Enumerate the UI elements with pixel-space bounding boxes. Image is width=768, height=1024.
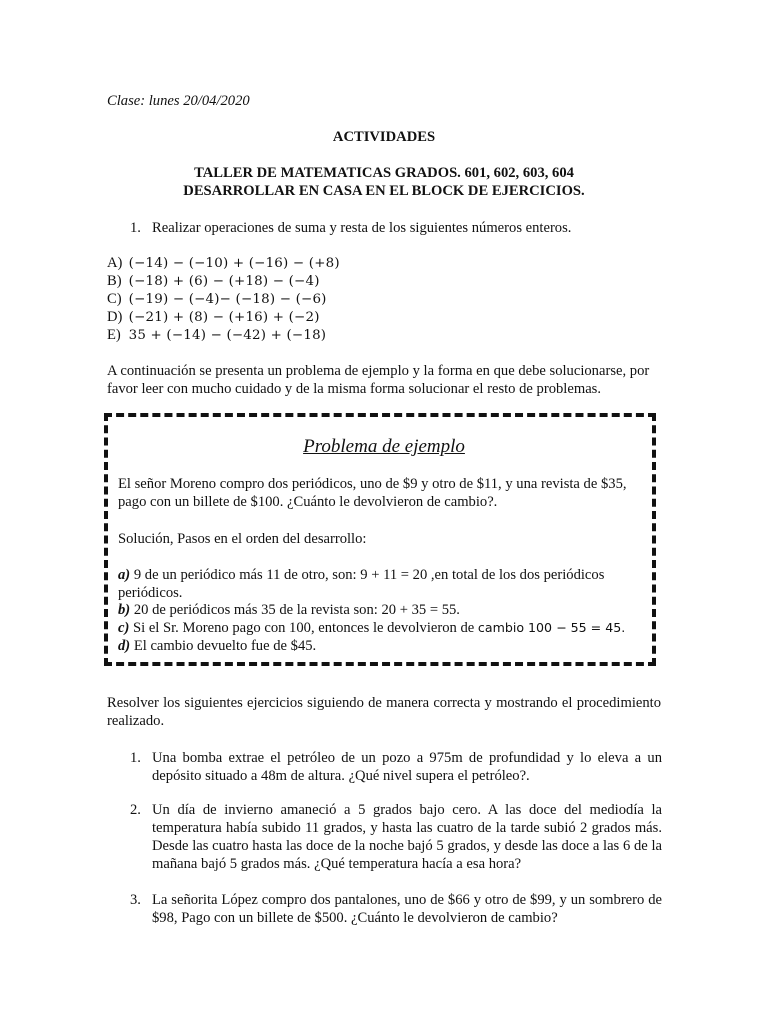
problem-text: La señorita López compro dos pantalones, uno de $66 y otro de $99, y un sombrero de $98, Pago con un billete de $500. ¿Cuánto le devolvieron de cambio? [152, 892, 662, 926]
problem-text: Una bomba extrae el petróleo de un pozo a 975m de profundidad y lo eleva a un depósito situado a 48m de altura. ¿Qué nivel supera el petróleo?. [152, 750, 662, 784]
operation-label: A) [107, 255, 123, 271]
step-label: b) [118, 602, 131, 618]
example-title: Problema de ejemplo [303, 436, 465, 457]
step-text: Si el Sr. Moreno pago con 100, entonces le devolvieron de [133, 620, 475, 636]
step-label: c) [118, 620, 130, 636]
resolve-paragraph: Resolver los siguientes ejercicios siguiendo de manera correcta y mostrando el procedimiento realizado. [107, 695, 661, 729]
operations-list [107, 254, 340, 344]
exercise-1 [130, 219, 660, 237]
example-statement: El señor Moreno compro dos periódicos, uno de $9 y otro de $11, y una revista de $35, pago con un billete de $100. ¿Cuánto le devolvieron de cambio?. [118, 476, 627, 510]
exercise-1-text: Realizar operaciones de suma y resta de los siguientes números enteros. [152, 220, 572, 236]
problem-number: 3. [130, 892, 141, 908]
step-label: a) [118, 567, 131, 583]
problem-number: 2. [130, 802, 141, 818]
operation-expression: (−14) − (−10) + (−16) − (+8) [128, 256, 340, 271]
operation-label: B) [107, 273, 122, 289]
class-date: Clase: lunes 20/04/2020 [107, 93, 250, 109]
step-text: 20 de periódicos más 35 de la revista son: 20 + 35 = 55. [133, 602, 460, 618]
operation-expression: (−18) + (6) − (+18) − (−4) [128, 274, 320, 289]
step-formula: cambio 100 − 55 = 45. [477, 620, 626, 635]
solution-step [118, 566, 658, 602]
operation-expression: (−21) + (8) − (+16) + (−2) [128, 310, 320, 325]
operation-label: D) [107, 309, 123, 325]
activities-title: ACTIVIDADES [332, 129, 436, 145]
operation-label: C) [107, 291, 122, 307]
operation-row [107, 326, 340, 344]
solution-step [118, 637, 658, 655]
step-text: El cambio devuelto fue de $45. [133, 638, 317, 654]
solution-step [118, 619, 658, 637]
exercise-1-number: 1. [130, 220, 141, 236]
problem-item [130, 749, 660, 785]
intro-paragraph: A continuación se presenta un problema de ejemplo y la forma en que debe solucionarse, por favor leer con mucho cuidado y de la misma forma solucionar el resto de problemas. [107, 363, 650, 397]
problem-item [130, 801, 660, 873]
workshop-subtitle: DESARROLLAR EN CASA EN EL BLOCK DE EJERCICIOS. [183, 183, 585, 199]
operation-row [107, 290, 340, 308]
problem-number: 1. [130, 750, 141, 766]
step-text: 9 de un periódico más 11 de otro, son: 9 + 11 = 20 ,en total de los dos periódicos periódicos. [118, 567, 605, 601]
operation-expression: 35 + (−14) − (−42) + (−18) [128, 328, 327, 343]
operation-row [107, 254, 340, 272]
workshop-title: TALLER DE MATEMATICAS GRADOS. 601, 602, 603, 604 [194, 165, 574, 181]
operation-expression: (−19) − (−4)− (−18) − (−6) [128, 292, 327, 307]
operation-label: E) [107, 327, 121, 343]
problem-item [130, 891, 660, 927]
solution-heading: Solución, Pasos en el orden del desarrollo: [118, 531, 367, 547]
operation-row [107, 272, 340, 290]
step-label: d) [118, 638, 131, 654]
operation-row [107, 308, 340, 326]
solution-step [118, 601, 658, 619]
problem-text: Un día de invierno amaneció a 5 grados bajo cero. A las doce del mediodía la temperatura había subido 11 grados, y hasta las cuatro de la tarde subió 2 grados más. Desde las cuatro hasta las doce de la noche bajó 5 grados, y desde las doce a las 6 de la mañana bajó 5 grados más. ¿Qué temperatura hacía a esa hora? [152, 802, 662, 872]
